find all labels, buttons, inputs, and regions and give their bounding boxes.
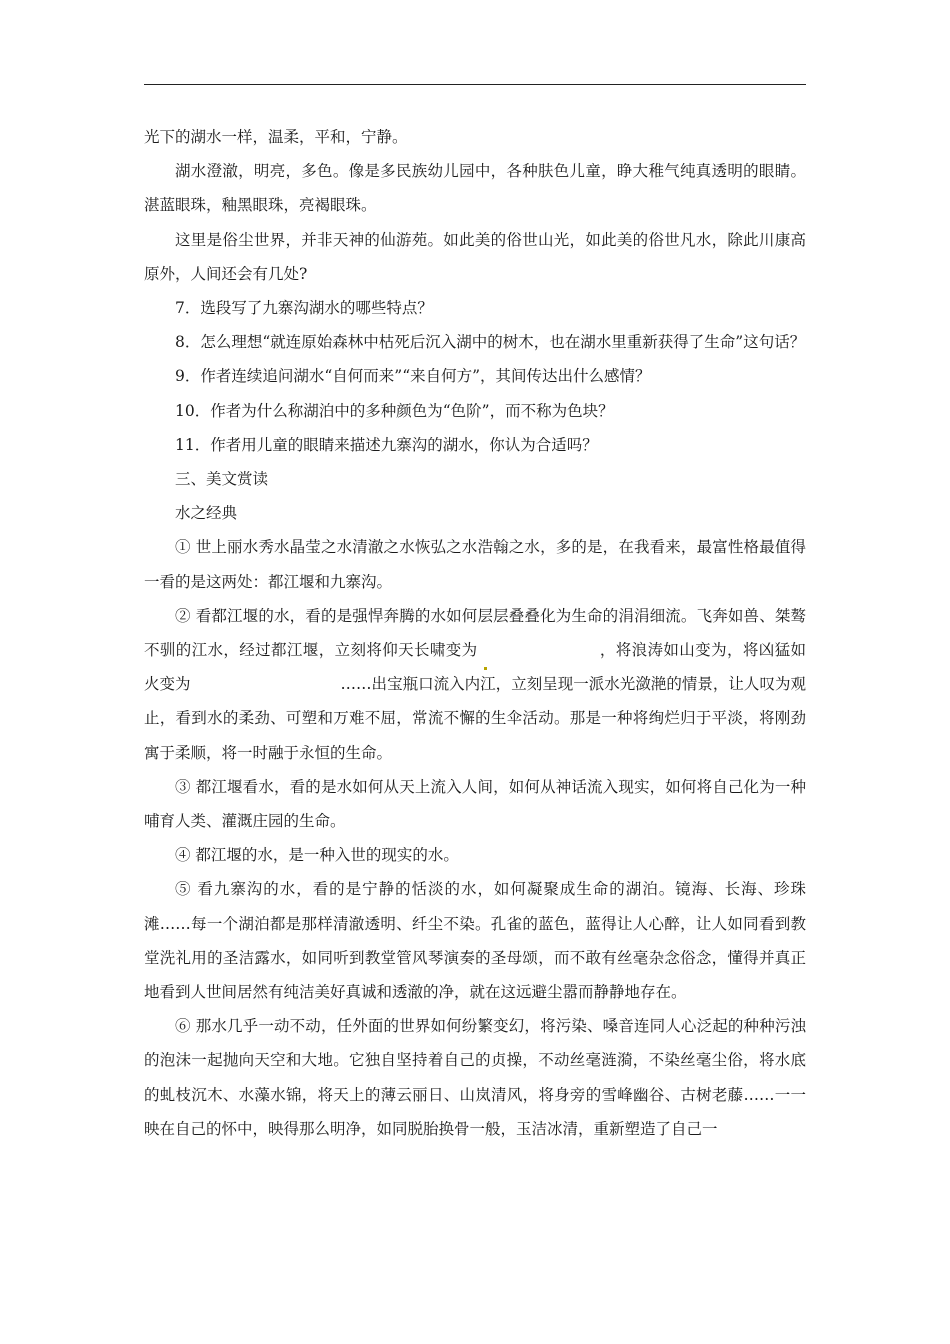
- document-body: [144, 120, 806, 1146]
- ink-speck: [484, 667, 487, 670]
- article-title: 水之经典: [175, 504, 238, 523]
- article-paragraph-1: ① 世上丽水秀水晶莹之水清澈之水恢弘之水浩翰之水，多的是，在我看来，最富性格最值得一看的是这两处：都江堰和九寨沟。: [144, 538, 806, 591]
- header-rule: [144, 84, 806, 85]
- article-paragraph-2: [144, 599, 806, 770]
- article-paragraph-2-part-3: ，将凶猛如火变为: [144, 641, 806, 694]
- question-8: 8．怎么理想“就连原始森林中枯死后沉入湖中的树木，也在湖水里重新获得了生命”这句话？: [175, 333, 806, 352]
- question-11: 11．作者用儿童的眼睛来描述九寨沟的湖水，你认为合适吗？: [175, 435, 598, 454]
- article-paragraph-2-part-1: ② 看都江堰的水，看的是强悍奔腾的水如何层层叠叠化为生命的涓涓细流。飞奔如兽、桀骜不驯的江水，经过都江堰，立刻将仰天长啸变为: [144, 606, 806, 660]
- question-10: 10．作者为什么称湖泊中的多种颜色为“色阶”，而不称为色块？: [175, 401, 614, 420]
- section-heading: 三、美文赏读: [175, 470, 269, 489]
- article-paragraph-4: ④ 都江堰的水，是一种入世的现实的水。: [175, 846, 459, 865]
- question-7: 7．选段写了九寨沟湖水的哪些特点？: [175, 299, 433, 318]
- article-paragraph-6: ⑥ 那水几乎一动不动，任外面的世界如何纷繁变幻，将污染、嗓音连同人心泛起的种种污浊的泡沫一起抛向天空和大地。它独自坚持着自己的贞操，不动丝毫涟漪，不染丝毫尘俗，将水底的虬枝沉木、水藻水锦，将天上的薄云丽日、山岚清风，将身旁的雪峰幽谷、古树老藤……一一映在自己的怀中，映得那么明净，如同脱胎换骨一般，玉洁冰清，重新塑造了自己一: [144, 1017, 806, 1138]
- article-paragraph-2-part-4: ……出宝瓶口流入内江，立刻呈现一派水光潋滟的情景，让人叹为观止，看到水的柔劲、可塑和万难不屈，常流不懈的生伞活动。那是一种将绚烂归于平淡，将刚劲寓于柔顺，将一时融于永恒的生命。: [144, 675, 806, 762]
- article-paragraph-5: ⑤ 看九寨沟的水，看的是宁静的恬淡的水，如何凝聚成生命的湖泊。镜海、长海、珍珠滩……每一个湖泊都是那样清澈透明、纤尘不染。孔雀的蓝色，蓝得让人心醉，让人如同看到教堂洗礼用的圣洁露水，如同听到教堂管风琴演奏的圣母颂，而不敢有丝毫杂念俗念，懂得并真正地看到人世间居然有纯洁美好真诚和透澈的净，就在这远避尘嚣而静静地存在。: [144, 880, 806, 1002]
- article-paragraph-2-part-2: ，将浪涛如山变为: [599, 641, 727, 660]
- paragraph-lake-water-clear: 湖水澄澈，明亮，多色。像是多民族幼儿园中，各种肤色儿童，睁大稚气纯真透明的眼睛。湛蓝眼珠，釉黑眼珠，亮褐眼珠。: [144, 162, 806, 215]
- paragraph-worldly-scenery: 这里是俗尘世界，并非天神的仙游苑。如此美的俗世山光，如此美的俗世凡水，除此川康高原外，人间还会有几处?: [144, 230, 806, 283]
- paragraph-continuation: 光下的湖水一样，温柔，平和，宁静。: [144, 128, 408, 146]
- question-9: 9．作者连续追问湖水“自何而来”“来自何方”，其间传达出什么感情？: [175, 367, 651, 386]
- article-paragraph-3: ③ 都江堰看水，看的是水如何从天上流入人间，如何从神话流入现实，如何将自己化为一种哺育人类、灌溉庄园的生命。: [144, 777, 806, 831]
